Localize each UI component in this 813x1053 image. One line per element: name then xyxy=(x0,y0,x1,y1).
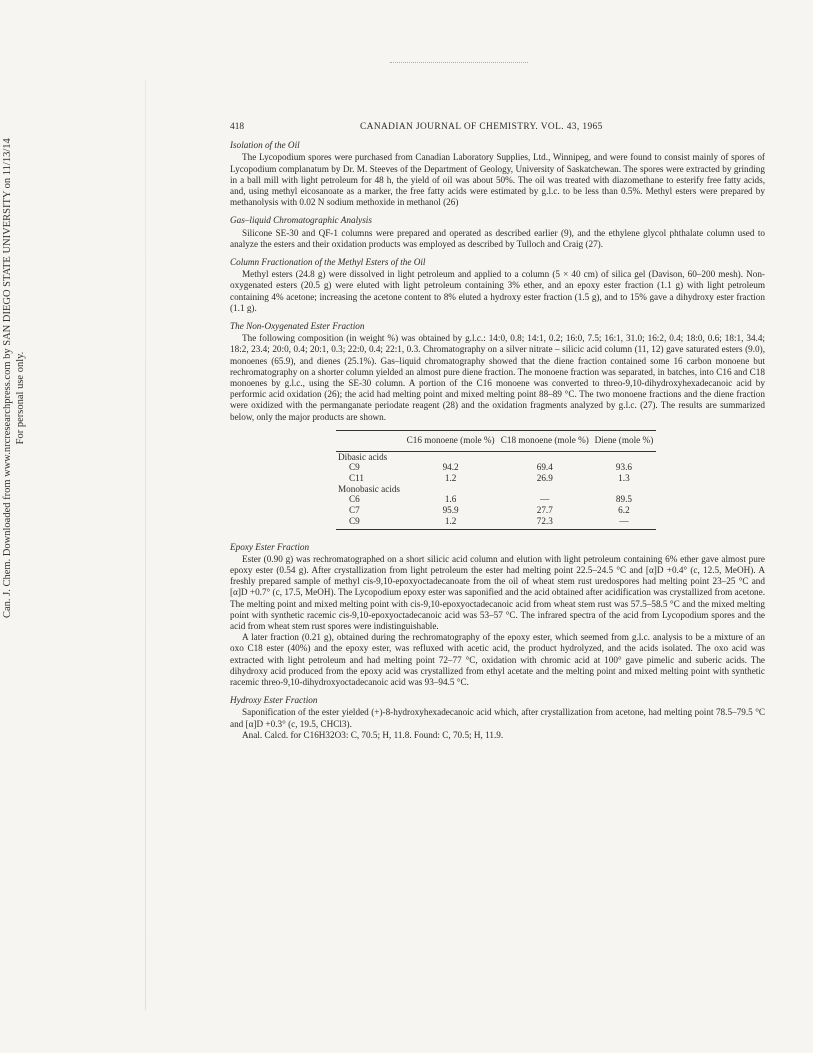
section-paragraph: The following composition (in weight %) was obtained by g.l.c.: 14:0, 0.8; 14:1, 0.2; 16:0, 7.5; 16:1, 31.0; 16:2, 0.4; 18:0, 0.6; 18:1, 34.4; 18:2, 23.4; 20:0, 0.4; 20:1, 0.3; 22:0, 0.4; 22:1, 0.3. Chromatography on a silver nitrate – silicic acid column (11, 12) gave saturated esters (9.0), monoenes (65.9), and dienes (25.1%). Gas–liquid chromatography showed that the diene fraction contained some 16 carbon monoene but rechromatography on a shorter column yielded an almost pure diene fraction. The monoene fraction was separated, in batches, into C16 and C18 monoenes by g.l.c., using the SE-30 column. A portion of the C16 monoene was converted to threo-9,10-dihydroxyhexadecanoic acid by performic acid oxidation (26); the acid had melting point and mixed melting point 88–89 °C. The two monoene fractions and the diene fraction were oxidized with the permanganate periodate reagent (28) and the oxidation fragments analyzed by g.l.c. (27). The results are summarized below, only the major products are shown. xyxy=(230,333,765,422)
journal-title: CANADIAN JOURNAL OF CHEMISTRY. VOL. 43, 1965 xyxy=(360,122,603,132)
section-paragraph: Silicone SE-30 and QF-1 columns were prepared and operated as described earlier (9), and the ethylene glycol phthalate column used to analyze the esters and their oxidation products was employed as described by Tulloch and Craig (27). xyxy=(230,227,765,249)
table-row: C6 1.6 — 89.5 xyxy=(349,494,632,505)
running-head xyxy=(230,122,765,133)
download-notice xyxy=(1,138,27,618)
table-row: C11 1.2 26.9 1.3 xyxy=(349,472,630,483)
column-fractionation-section xyxy=(230,257,765,314)
analysis-paragraph: Anal. Calcd. for C16H32O3: C, 70.5; H, 11.8. Found: C, 70.5; H, 11.9. xyxy=(242,729,504,740)
hydroxy-ester-section xyxy=(230,695,765,741)
section-heading: The Non-Oxygenated Ester Fraction xyxy=(230,321,365,332)
isolation-section xyxy=(230,140,765,208)
epoxy-ester-section xyxy=(230,542,765,689)
section-heading: Isolation of the Oil xyxy=(230,140,300,151)
download-source-line: Can. J. Chem. Downloaded from www.nrcresearchpress.com by SAN DIEGO STATE UNIVERSITY on 11/13/14 xyxy=(2,138,13,618)
group-label-monobasic: Monobasic acids xyxy=(338,483,401,494)
oxidation-products-table xyxy=(336,430,656,530)
section-paragraph: Ester (0.90 g) was rechromatographed on a short silicic acid column and elution with light petroleum containing 6% ether gave almost pure epoxy ester (0.54 g). After crystallization from light petroleum the ester had melting point 22.5–24.5 °C and [α]D +0.4° (c, 12.5, MeOH). A freshly prepared sample of methyl cis-9,10-epoxyoctadecanoate from the oil of wheat stem rust uredospores had melting point 23–25 °C and [α]D +0.7° (c, 17.5, MeOH). The Lycopodium epoxy ester was saponified and the acid obtained after acidification was crystallized from acetone. The melting point and mixed melting point with cis-9,10-epoxyoctadecanoic acid from wheat stem rust was 57.5–58.5 °C and the mixed melting point with synthetic racemic cis-9,10-epoxyoctadecanoic acid was 53–57 °C. The infrared spectra of the acid from Lycopodium spores and the acid from wheat stem rust spores were indistinguishable. xyxy=(230,553,765,631)
section-paragraph: A later fraction (0.21 g), obtained during the rechromatography of the epoxy ester, which seemed from g.l.c. analysis to be a mixture of an oxo C18 ester (40%) and the epoxy ester, was refluxed with acetic acid, the product hydrolyzed, and the acids isolated. The oxo acid was extracted with light petroleum and had melting point 72–77 °C, oxidation with chromic acid at 100° gave pimelic and suberic acids. The dihydroxy acid produced from the epoxy acid was crystallized from ethyl acetate and the melting point and mixed melting point with synthetic racemic threo-9,10-dihydroxyoctadecanoic acid was 93–94.5 °C. xyxy=(230,632,765,687)
section-paragraph: Saponification of the ester yielded (+)-8-hydroxyhexadecanoic acid which, after crystallization from acetone, had melting point 78.5–79.5 °C and [α]D +0.3° (c, 19.5, CHCl3). xyxy=(230,707,765,729)
column-header-c16-monoene: C16 monoene (mole %) xyxy=(404,433,498,451)
section-heading: Epoxy Ester Fraction xyxy=(230,541,310,552)
section-heading: Hydroxy Ester Fraction xyxy=(230,695,318,706)
glc-section xyxy=(230,215,765,250)
scan-artifact xyxy=(390,62,528,65)
table-row: C7 95.9 27.7 6.2 xyxy=(349,505,630,516)
section-heading: Gas–liquid Chromatographic Analysis xyxy=(230,215,372,226)
section-heading: Column Fractionation of the Methyl Esters of the Oil xyxy=(230,257,426,268)
section-paragraph: The Lycopodium spores were purchased from Canadian Laboratory Supplies, Ltd., Winnipeg, and were found to consist mainly of spores of Lycopodium complanatum by Dr. M. Steeves of the Department of Geology, University of Saskatchewan. The spores were extracted by grinding in a ball mill with light petroleum for 48 h, the yield of oil was about 50%. The oil was treated with diazomethane to esterify free fatty acids, and, using methyl eicosanoate as a marker, the free fatty acids were estimated by g.l.c. to be less than 0.5%. Methyl esters were prepared by methanolysis with 0.02 N sodium methoxide in methanol (26) xyxy=(230,152,765,208)
table-row: C9 94.2 69.4 93.6 xyxy=(349,462,632,473)
non-oxygenated-section xyxy=(230,321,765,423)
article-content xyxy=(230,122,765,748)
page-number: 418 xyxy=(230,122,245,132)
table-row: C9 1.2 72.3 — xyxy=(349,515,629,526)
page-edge-artifact xyxy=(145,80,146,1010)
column-header-diene: Diene (mole %) xyxy=(592,433,656,451)
column-header-c18-monoene: C18 monoene (mole %) xyxy=(498,433,592,451)
personal-use-line: For personal use only. xyxy=(15,351,26,445)
section-paragraph: Methyl esters (24.8 g) were dissolved in light petroleum and applied to a column (5 × 40 cm) of silica gel (Davison, 60–200 mesh). Non-oxygenated esters (20.5 g) were eluted with light petroleum containing 3% ether, and an epoxy ester fraction (1.1 g) with light petroleum containing 4% acetone; increasing the acetone content to 8% eluted a hydroxy ester fraction (1.5 g), and to 15% gave a dihydroxy ester fraction (1.1 g). xyxy=(230,269,765,313)
group-label-dibasic: Dibasic acids xyxy=(338,451,388,462)
table-stub-header xyxy=(336,433,404,451)
